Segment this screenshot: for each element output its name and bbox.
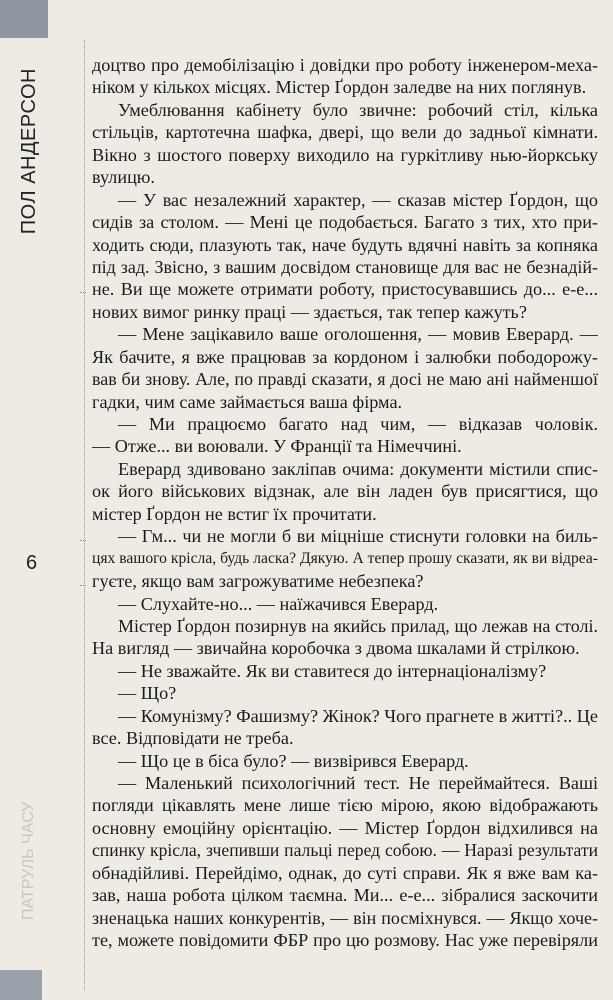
text-line: містер Ґордон не встиг їх прочитати.	[92, 503, 377, 524]
text-line: зненацька наших конкурентів, — він посміхнувся. — Якщо хоче-	[92, 907, 598, 928]
text-line: На вигляд — звичайна коробочка з двома шкалами й стрілкою.	[92, 638, 580, 659]
body-text	[92, 54, 598, 952]
text-line: — Слухайте-но... — наїжачився Еверард.	[118, 593, 439, 614]
text-line: гуєте, якщо вам загрожуватиме небезпека?	[92, 571, 424, 592]
margin-tick	[80, 540, 86, 541]
text-line: сидів за столом. — Мені це подобається. Багато з тих, хто при-	[92, 212, 598, 233]
text-line: Еверард здивовано закліпав очима: документи містили спис-	[118, 458, 598, 479]
text-line: — Не зважайте. Як ви ставитеся до інтернаціоналізму?	[118, 660, 547, 681]
text-line: Вікно з шостого поверху виходило на гуркітливу нью-йоркську	[92, 144, 598, 165]
text-line: — У вас незалежний характер, — сказав містер Ґордон, що	[118, 189, 598, 210]
text-line: — Ми працюємо багато над чим, — відказав чоловік.	[118, 414, 598, 434]
text-line: Містер Ґордон позирнув на якийсь прилад, що лежав на столі.	[118, 615, 598, 636]
text-line: під зад. Звісно, з вашим досвідом становище для вас не безнадій-	[92, 256, 598, 277]
text-line: гадки, чим саме займається ваша фірма.	[92, 391, 403, 412]
text-line: не. Ви ще можете отримати роботу, пристосувавшись до... е-е...	[92, 279, 598, 300]
text-line: — Отже... ви воювали. У Франції та Німеччині.	[92, 436, 462, 457]
text-line: ніком у кількох місцях. Містер Ґордон заледве на них поглянув.	[92, 77, 587, 98]
top-edge-tab	[0, 0, 48, 38]
text-line: — Комунізму? Фашизму? Жінок? Чого прагнете в житті?.. Це	[118, 705, 598, 726]
show-through-text: ПАТРУЛЬ ЧАСУ	[20, 801, 37, 920]
text-line: вулицю.	[92, 167, 155, 188]
text-line: доцтво про демобілізацію і довідки про роботу інженером-меха-	[92, 55, 598, 75]
text-line: погляди цікавлять мене лише тією мірою, якою відображають	[92, 795, 598, 816]
text-line: — Мене зацікавило ваше оголошення, — мовив Еверард. —	[118, 324, 598, 345]
margin-rule	[84, 40, 85, 990]
text-line: Умеблювання кабінету було звичне: робочий стіл, кілька	[118, 99, 598, 120]
page-number: 6	[26, 552, 38, 574]
bottom-edge-tab	[0, 970, 42, 1000]
text-line: нових вимог ринку праці — здається, так тепер кажуть?	[92, 301, 527, 322]
text-line: все. Відповідати не треба.	[92, 728, 294, 749]
margin-tick	[80, 292, 86, 293]
text-line: — Що?	[118, 683, 177, 704]
text-line: обнадійливі. Перейдімо, однак, до суті справи. Як я вже вам ка-	[92, 862, 598, 883]
text-line: основну емоційну орієнтацію. — Містер Ґордон відхилився на	[92, 817, 598, 838]
text-line: стільців, картотечна шафка, двері, що вели до задньої кімнати.	[92, 122, 598, 143]
text-line: вав би знову. Але, по правді сказати, я досі не маю ані найменшої	[92, 369, 598, 390]
text-line: цях вашого крісла, будь ласка? Дякую. А тепер прошу сказати, як ви відреа-	[92, 549, 598, 567]
text-line: ходить сюди, плазують так, наче будуть вдячні навіть за копняка	[92, 234, 598, 255]
text-line: — Маленький психологічний тест. Не переймайтеся. Ваші	[118, 773, 598, 793]
text-line: — Що це в біса було? — визвірився Еверард.	[118, 750, 469, 771]
margin-tick	[80, 585, 86, 586]
text-line: Як бачите, я вже працював за кордоном і залюбки пободорожу-	[92, 346, 598, 367]
running-head: ПОЛ АНДЕРСОН	[18, 68, 40, 235]
text-line: — Гм... чи не могли б ви міцніше стиснути головки на биль-	[118, 526, 598, 547]
text-line: ок його військових відзнак, але він ладен був присягтися, що	[92, 481, 598, 502]
text-line: зав, наша робота цілком таємна. Ми... е-е... зібралися заскочити	[92, 885, 598, 906]
text-line: те, можете повідомити ФБР про цю розмову. Нас уже перевіряли	[92, 930, 598, 951]
text-line: спинку крісла, зчепивши пальці перед собою. — Наразі результати	[92, 840, 598, 861]
